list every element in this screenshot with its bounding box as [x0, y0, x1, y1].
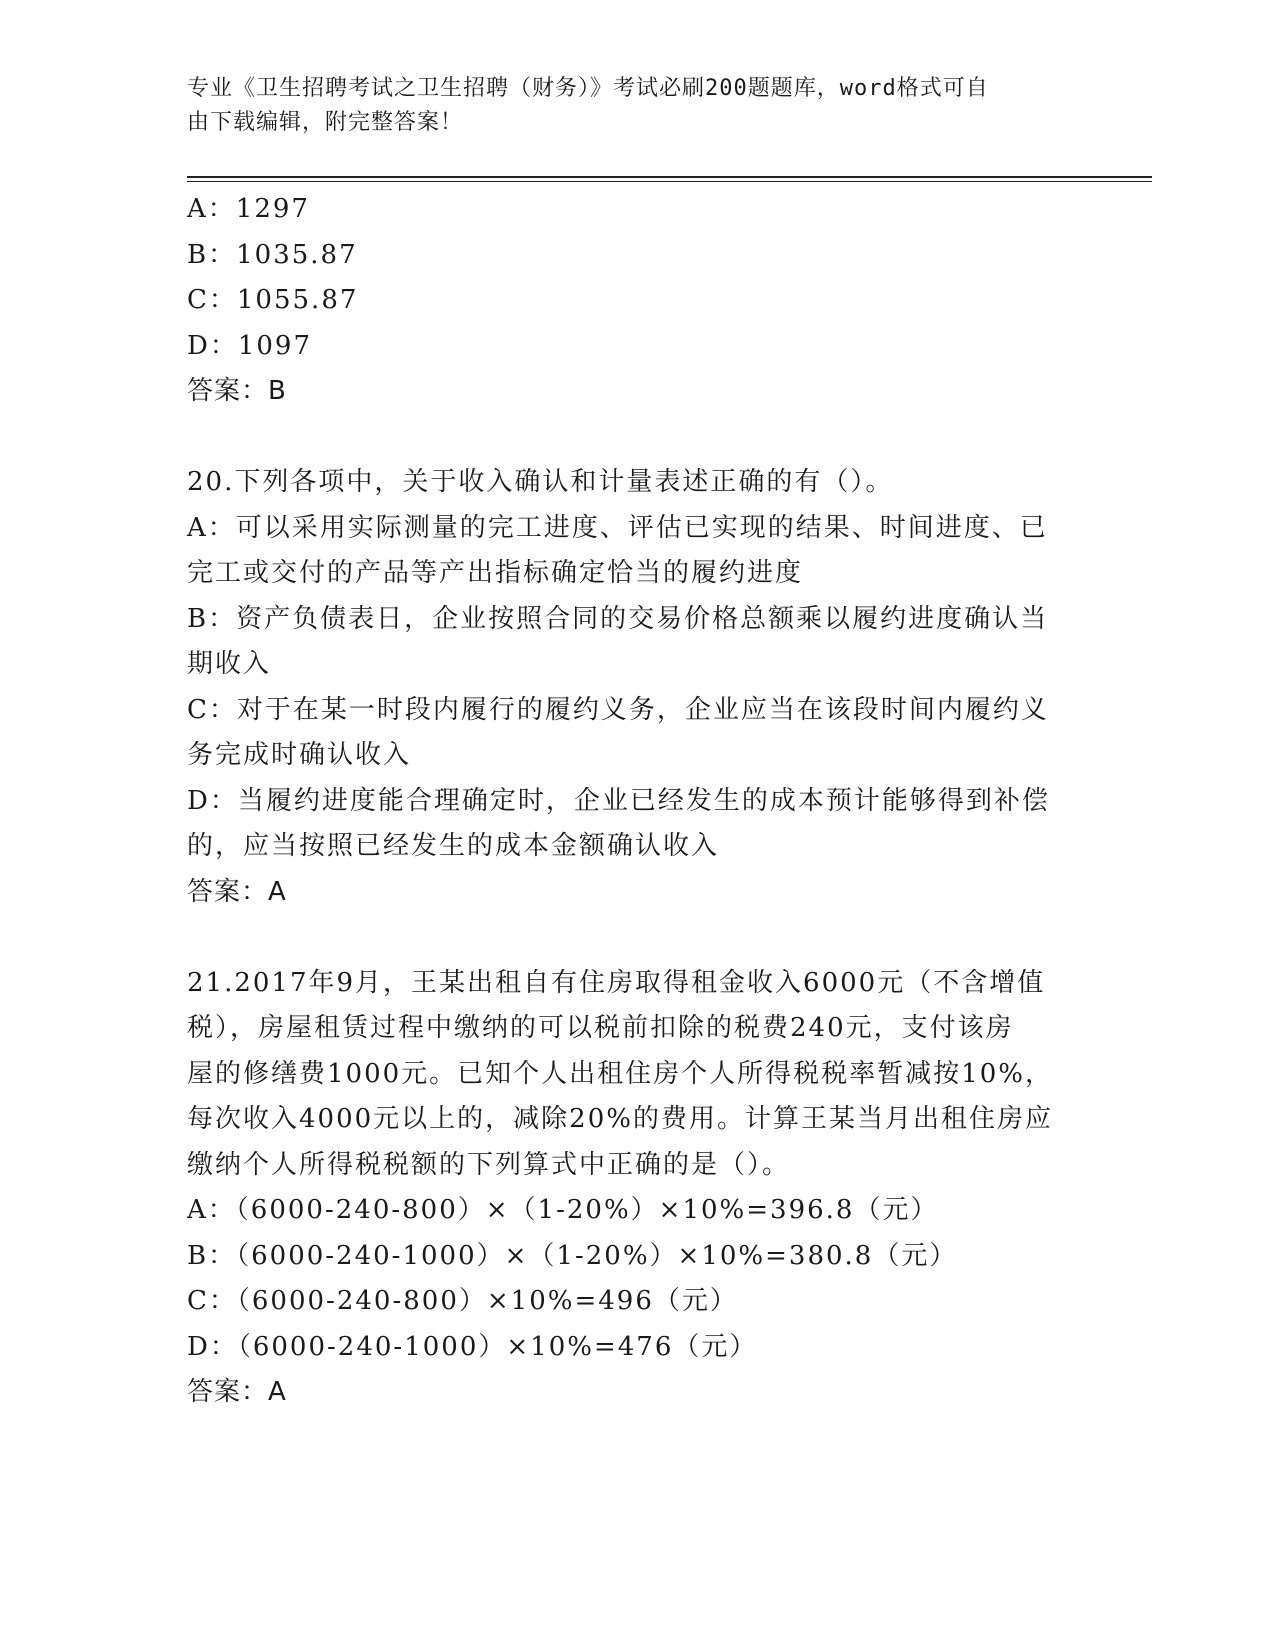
question-stem-cont: 每次收入4000元以上的，减除20%的费用。计算王某当月出租住房应	[187, 1104, 1053, 1134]
option-d: D：（6000-240-1000）×10%=476（元）	[187, 1331, 758, 1362]
answer-label: 答案：A	[187, 876, 287, 907]
question-stem-cont: 屋的修缮费1000元。已知个人出租住房个人所得税税率暂减按10%，	[187, 1058, 1053, 1089]
option-d-cont: 的，应当按照已经发生的成本金额确认收入	[187, 831, 720, 861]
option-a: A：1297	[187, 194, 310, 224]
header-line-1: 专业《卫生招聘考试之卫生招聘（财务）》考试必刷200题题库，word格式可自	[187, 76, 989, 101]
header-divider-thin	[187, 181, 1152, 182]
question-stem: 20.下列各项中，关于收入确认和计量表述正确的有（）。	[187, 467, 894, 497]
document-header	[187, 72, 1067, 140]
header-line-2: 由下载编辑，附完整答案！	[187, 110, 464, 135]
question-stem: 21.2017年9月，王某出租自有住房取得租金收入6000元（不含增值	[187, 967, 1046, 998]
spacer	[187, 915, 1087, 961]
option-b-cont: 期收入	[187, 649, 272, 679]
header-divider	[187, 176, 1152, 178]
spacer	[187, 415, 1087, 461]
question-content	[187, 187, 1087, 1416]
option-c: C：（6000-240-800）×10%=496（元）	[187, 1286, 738, 1316]
prev-question	[187, 187, 1087, 415]
option-b: B：资产负债表日，企业按照合同的交易价格总额乘以履约进度确认当	[187, 603, 1049, 634]
option-d: D：1097	[187, 330, 313, 361]
answer-label: 答案：B	[187, 376, 287, 406]
option-d: D：当履约进度能合理确定时，企业已经发生的成本预计能够得到补偿	[187, 785, 1050, 816]
option-b: B：1035.87	[187, 239, 358, 270]
question-21	[187, 961, 1087, 1416]
question-stem-cont: 税），房屋租赁过程中缴纳的可以税前扣除的税费240元，支付该房	[187, 1013, 1014, 1043]
option-c-cont: 务完成时确认收入	[187, 740, 412, 770]
option-a: A：（6000-240-800）×（1-20%）×10%=396.8（元）	[187, 1195, 939, 1225]
option-a: A：可以采用实际测量的完工进度、评估已实现的结果、时间进度、已	[187, 512, 1048, 543]
question-stem-cont: 缴纳个人所得税税额的下列算式中正确的是（）。	[187, 1149, 791, 1180]
option-a-cont: 完工或交付的产品等产出指标确定恰当的履约进度	[187, 558, 804, 588]
option-c: C：对于在某一时段内履行的履约义务，企业应当在该段时间内履约义	[187, 694, 1049, 725]
answer-label: 答案：A	[187, 1377, 287, 1407]
option-b: B：（6000-240-1000）×（1-20%）×10%=380.8（元）	[187, 1240, 958, 1271]
question-20	[187, 460, 1087, 915]
option-c: C：1055.87	[187, 285, 359, 315]
